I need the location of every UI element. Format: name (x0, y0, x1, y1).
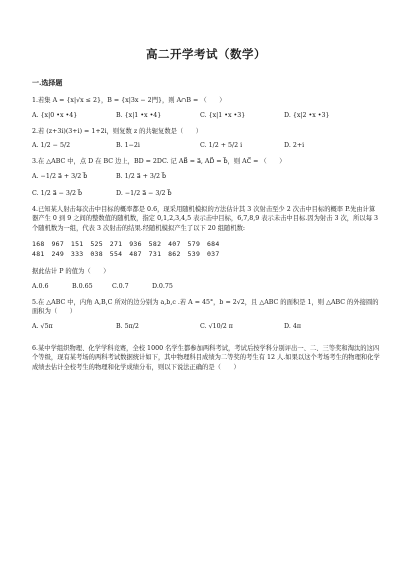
option-d: D.0.75 (152, 282, 173, 290)
question-5: 5.在 △ABC 中，内角 A,B,C 所对的边分别为 a,b,c .若 A = 45°，b = 2√2，且 △ABC 的面积是 1，则 △ABC 的外接圆的面积为（ ） (32, 298, 379, 315)
question-2: 2.若 (z+3i)(3+i) = 1+2i，则复数 z 的共轭复数是（ ） (32, 127, 203, 135)
page-title: 高二开学考试（数学） (146, 47, 266, 61)
option-a: A. {x|0 •x •4} (32, 111, 78, 119)
option-b: B. 5π/2 (116, 322, 139, 330)
question-3: 3.在 △ABC 中，点 D 在 BC 边上，BD = 2DC. 记 AB⃗ = a⃗, AD⃗ = b⃗，则 AC⃗ = （ ） (32, 158, 286, 165)
option-a: A. √5π (32, 322, 53, 330)
question-3-options-row1 (32, 171, 380, 182)
option-c: C. 1/2 + 5/2 i (200, 142, 243, 149)
option-c: C. 1/2 a⃗ − 3/2 b⃗ (32, 189, 83, 197)
random-row-2: 481 249 333 038 554 487 731 862 539 037 (32, 250, 220, 258)
option-b: B. {x|1 •x •4} (116, 111, 162, 119)
option-c: C.0.7 (112, 282, 129, 290)
option-a: A. −1/2 a⃗ + 3/2 b⃗ (32, 172, 88, 180)
option-b: B. 1/2 a⃗ + 3/2 b⃗ (116, 172, 167, 180)
option-d: D. {x|2 •x •3} (284, 111, 330, 119)
question-1-options (32, 110, 380, 121)
question-4-options (32, 281, 380, 292)
question-5-options (32, 321, 380, 332)
question-6: 6.某中学组织物理、化学学科竞赛，全校 1000 名学生都参加两科考试，考试后按学科分别评出一、二、三等奖和淘汰的这四个等级，现有某考场的两科考试数据统计如下，其中物理科目成绩为二等奖的考生有 12 人.如果以这个考场考生的物理和化学成绩去估计全校考生的物理和化学成绩分布，则以下说法正确的是（ ） (32, 344, 380, 371)
option-a: A. 1/2 − 5/2 (32, 142, 71, 149)
option-d: D. −1/2 a⃗ − 3/2 b⃗ (116, 189, 172, 197)
question-3-options-row2 (32, 188, 380, 199)
question-1: 1.若集 A = {x|√x ≤ 2}，B = {x|3x − 2門}，则 A∩B = （ ） (32, 97, 226, 104)
question-2-options (32, 140, 380, 151)
option-d: D. 2+i (284, 142, 305, 149)
random-row-1: 168 967 151 525 271 936 582 407 579 684 (32, 240, 220, 248)
random-number-table (32, 239, 380, 259)
option-b: B.0.65 (72, 282, 93, 290)
question-4-prompt: 据此估计 P 的值为（ ） (32, 268, 110, 275)
option-a: A.0.6 (32, 282, 49, 290)
option-b: B. 1−2i (116, 142, 140, 149)
option-c: C. √10/2 π (200, 322, 233, 330)
option-c: C. {x|1 •x •3} (200, 111, 246, 119)
option-d: D. 4π (284, 322, 301, 330)
question-4: 4.已知某人射击每次击中目标的概率都是 0.6，现采用随机模拟的方法估计其 3 次射击至少 2 次击中目标的概率 P.先由计算器产生 0 到 9 之间的整数值的随机数，指定 0,1,2,3,4,5 表示击中目标，6,7,8,9 表示未击中目标.因为射击 3 次，所以每 3 个随机数为一组，代表 3 次射击的结果.经随机模拟产生了以下 20 组随机数: (32, 205, 378, 232)
section-heading: 一.选择题 (32, 78, 63, 87)
